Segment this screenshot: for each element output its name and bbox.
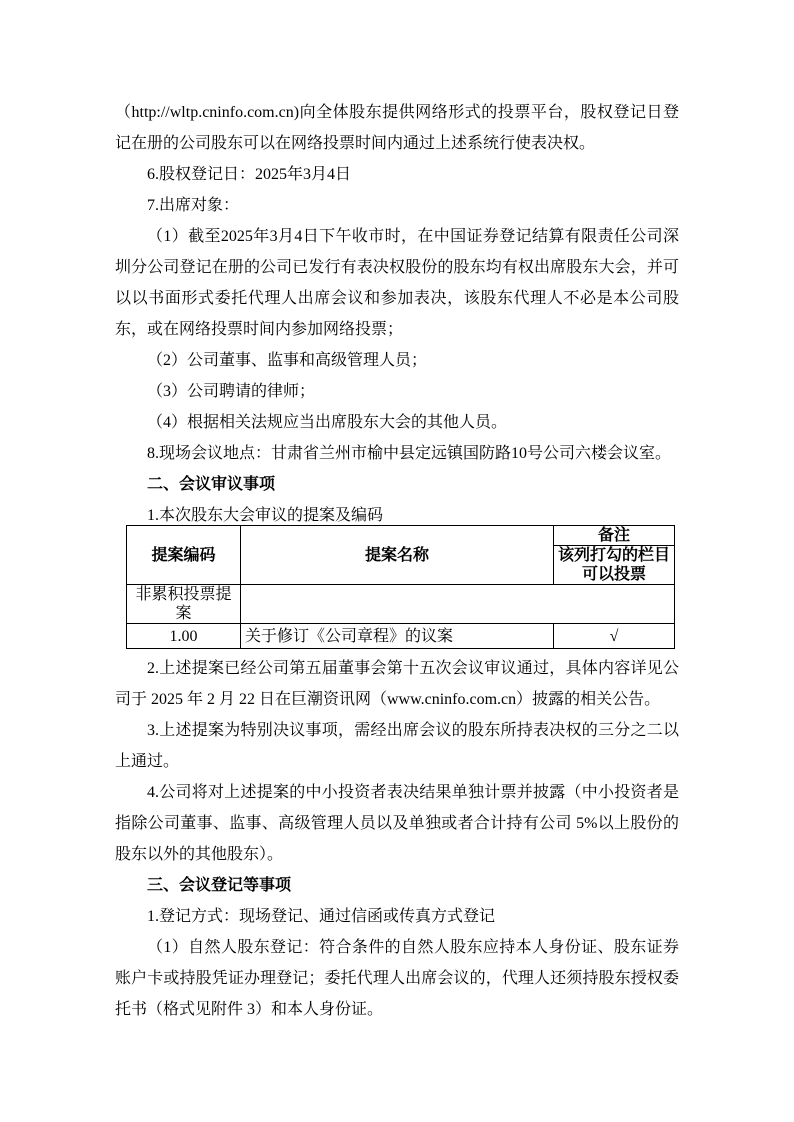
para-meeting-venue: 8.现场会议地点：甘肃省兰州市榆中县定远镇国防路10号公司六楼会议室。 bbox=[147, 445, 672, 462]
header-remark: 备注 bbox=[554, 526, 675, 546]
para-attendees-others: （4）根据相关法规应当出席股东大会的其他人员。 bbox=[147, 414, 508, 431]
table-row-vote-type bbox=[127, 585, 675, 624]
header-remark-note-line2: 可以投票 bbox=[581, 566, 646, 583]
para-minority-investor-counting: 4.公司将对上述提案的中小投资者表决结果单独计票并披露（中小投资者是指除公司董事、监事、高级管理人员以及单独或者合计持有公司 5%以上股份的股东以外的其他股东）。 bbox=[115, 784, 679, 863]
para-proposal-list-title: 1.本次股东大会审议的提案及编码 bbox=[147, 507, 384, 524]
header-proposal-code: 提案编码 bbox=[127, 526, 241, 585]
document-page bbox=[115, 97, 679, 1025]
section-heading-registration-matters: 三、会议登记等事项 bbox=[147, 877, 292, 894]
para-attendees-lawyers: （3）公司聘请的律师； bbox=[147, 383, 316, 400]
para-natural-person-registration: （1）自然人股东登记：符合条件的自然人股东应持本人身份证、股东证券账户卡或持股凭证办理登记；委托代理人出席会议的，代理人还须持股东授权委托书（格式见附件 3）和本人身份证。 bbox=[115, 939, 679, 1018]
para-attendees-directors: （2）公司董事、监事和高级管理人员； bbox=[147, 352, 428, 369]
para-attendees-shareholders: （1）截至2025年3月4日下午收市时，在中国证券登记结算有限责任公司深圳分公司登记在册的公司已发行有表决权股份的股东均有权出席股东大会，并可以以书面形式委托代理人出席会议和参加表决，该股东代理人不必是本公司股东，或在网络投票时间内参加网络投票； bbox=[115, 228, 679, 338]
para-special-resolution: 3.上述提案为特别决议事项，需经出席会议的股东所持表决权的三分之二以上通过。 bbox=[115, 722, 679, 770]
proposal-table bbox=[126, 525, 675, 649]
para-proposal-approved-by-board: 2.上述提案已经公司第五届董事会第十五次会议审议通过，具体内容详见公司于 2025 年 2 月 22 日在巨潮资讯网（www.cninfo.com.cn）披露的相关公告。 bbox=[115, 660, 679, 708]
para-attendees-title: 7.出席对象： bbox=[147, 197, 240, 214]
cell-proposal-checkmark: √ bbox=[554, 624, 675, 649]
section-heading-deliberation-matters: 二、会议审议事项 bbox=[147, 476, 276, 493]
header-proposal-name: 提案名称 bbox=[241, 526, 554, 585]
cell-vote-type-empty bbox=[241, 585, 675, 624]
header-remark-note-line1: 该列打勾的栏目 bbox=[558, 547, 671, 564]
header-remark-note bbox=[554, 546, 675, 585]
para-record-date: 6.股权登记日：2025年3月4日 bbox=[147, 166, 352, 183]
para-registration-methods: 1.登记方式：现场登记、通过信函或传真方式登记 bbox=[147, 908, 496, 925]
cell-proposal-code: 1.00 bbox=[127, 624, 241, 649]
table-row-proposal-1 bbox=[127, 624, 675, 649]
cell-vote-type-label: 非累积投票提案 bbox=[127, 585, 241, 624]
cell-proposal-name: 关于修订《公司章程》的议案 bbox=[241, 624, 554, 649]
para-network-voting-platform: （http://wltp.cninfo.com.cn)向全体股东提供网络形式的投票平台，股权登记日登记在册的公司股东可以在网络投票时间内通过上述系统行使表决权。 bbox=[115, 104, 679, 152]
